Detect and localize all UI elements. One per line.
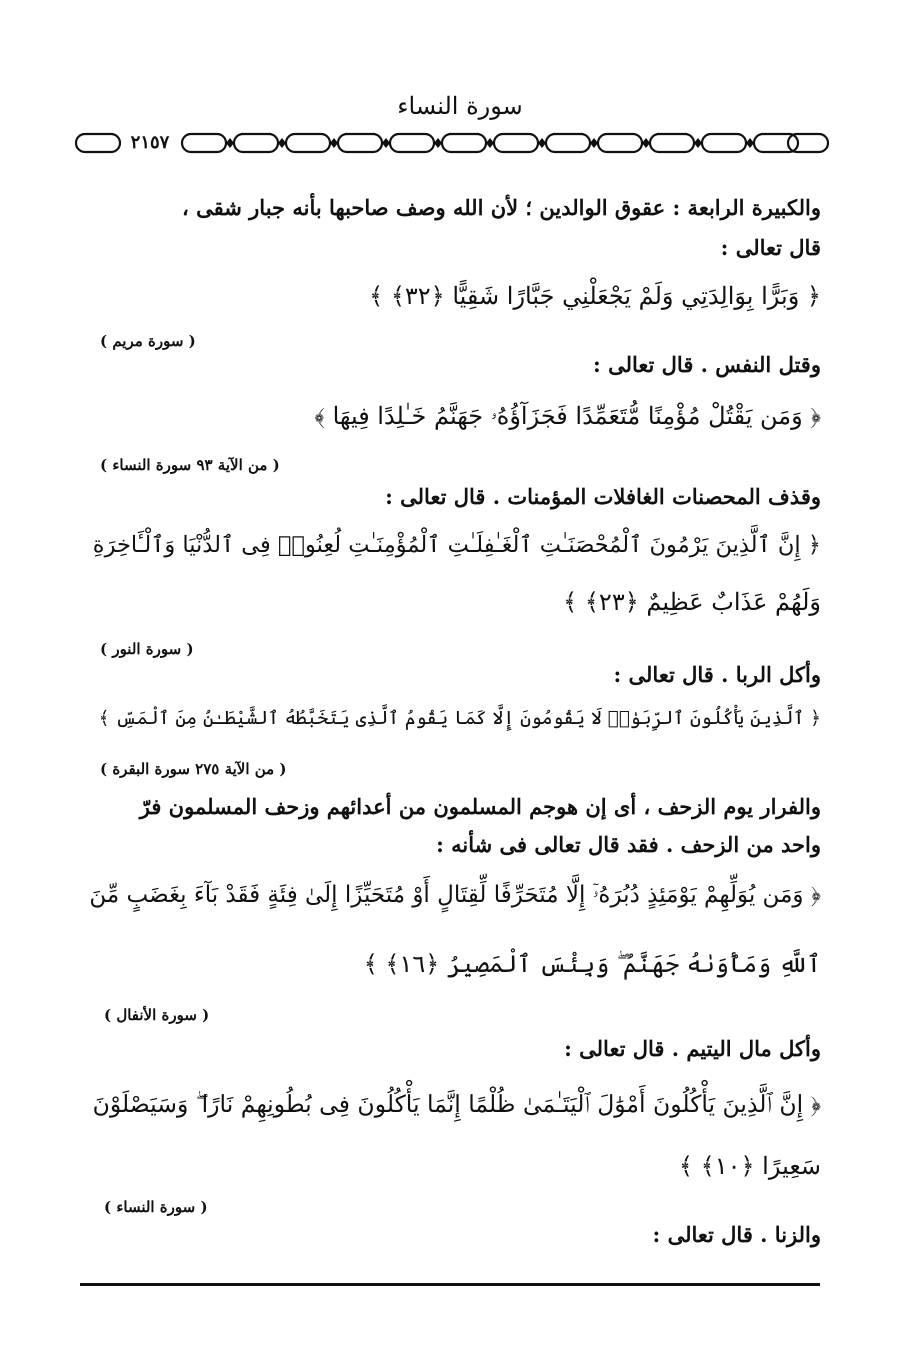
verse-source: ( سورة الأنفال ) — [104, 1006, 210, 1024]
quran-verse-line: ﴿ وَبَرًّا بِوَالِدَتِي وَلَمْ يَجْعَلْنِي جَبَّارًا شَقِيًّا ﴿٣٢﴾ ﴾ — [369, 282, 821, 310]
quran-verse-line: ﴿ وَمَن يَقْتُلْ مُؤْمِنًا مُّتَعَمِّدًا فَجَزَآؤُهُۥ جَهَنَّمُ خَـٰلِدًا فِيهَا ﴾ — [314, 402, 821, 430]
quran-verse-line: ﴿ ٱلَّذِينَ يَأْكُلُونَ ٱلرِّبَوٰا۟ لَا يَقُومُونَ إِلَّا كَمَا يَقُومُ ٱلَّذِى يَتَخَبَّطُهُ ٱلشَّيْطَـٰنُ مِنَ ٱلْمَسِّ ﴾ — [98, 708, 821, 729]
text-line: قال تعالى : — [720, 235, 821, 260]
quran-verse-line: وَلَهُمْ عَذَابٌ عَظِيمٌ ﴿٢٣﴾ ﴾ — [563, 588, 821, 616]
verse-source: ( سورة النور ) — [100, 640, 194, 658]
text-line: والكبيرة الرابعة : عقوق الوالدين ؛ لأن الله وصف صاحبها بأنه جبار شقى ، — [182, 195, 821, 220]
page-number: ٢١٥٧ — [130, 132, 170, 153]
verse-source: ( من الآية ٩٣ سورة النساء ) — [100, 456, 280, 474]
ornamental-chain-border — [74, 126, 834, 160]
verse-source: ( سورة مريم ) — [100, 332, 196, 350]
quran-verse-line: ﴿ إِنَّ ٱلَّذِينَ يَرْمُونَ ٱلْمُحْصَنَـٰتِ ٱلْغَـٰفِلَـٰتِ ٱلْمُؤْمِنَـٰتِ لُعِنُوا۟ فِى ٱلدُّنْيَا وَٱلْـَٔاخِرَةِ — [92, 532, 821, 558]
quran-verse-line: ٱللَّهِ وَمَأْوَىٰهُ جَهَنَّمُ ۖ وَبِئْسَ ٱلْمَصِيرُ ﴿١٦﴾ ﴾ — [363, 950, 821, 978]
text-line: والزنا . قال تعالى : — [652, 1222, 821, 1247]
verse-source: ( من الآية ٢٧٥ سورة البقرة ) — [100, 760, 287, 778]
text-line: وقذف المحصنات الغافلات المؤمنات . قال تعالى : — [385, 484, 821, 509]
quran-verse-line: سَعِيرًا ﴿١٠﴾ ﴾ — [678, 1152, 821, 1180]
quran-verse-line: ﴿ إِنَّ ٱلَّذِينَ يَأْكُلُونَ أَمْوَٰلَ ٱلْيَتَـٰمَىٰ ظُلْمًا إِنَّمَا يَأْكُلُونَ فِى بُطُونِهِمْ نَارًا ۖ وَسَيَصْلَوْنَ — [92, 1090, 821, 1118]
surah-title: سورة النساء — [397, 92, 523, 120]
text-line: وقتل النفس . قال تعالى : — [593, 352, 821, 377]
verse-source: ( سورة النساء ) — [104, 1198, 208, 1216]
text-line: والفرار يوم الزحف ، أى إن هوجم المسلمون من أعدائهم وزحف المسلمون فرّ — [139, 794, 821, 819]
quran-verse-line: ﴿ وَمَن يُوَلِّهِمْ يَوْمَئِذٍ دُبُرَهُۥٓ إِلَّا مُتَحَرِّفًا لِّقِتَالٍ أَوْ مُتَحَيِّزًا إِلَىٰ فِئَةٍ فَقَدْ بَآءَ بِغَضَبٍ مِّنَ — [89, 882, 821, 908]
text-line: وأكل الربا . قال تعالى : — [613, 662, 821, 687]
text-line: واحد من الزحف . فقد قال تعالى فى شأنه : — [436, 832, 821, 857]
text-line: وأكل مال اليتيم . قال تعالى : — [564, 1036, 821, 1061]
footer-rule — [80, 1283, 820, 1286]
